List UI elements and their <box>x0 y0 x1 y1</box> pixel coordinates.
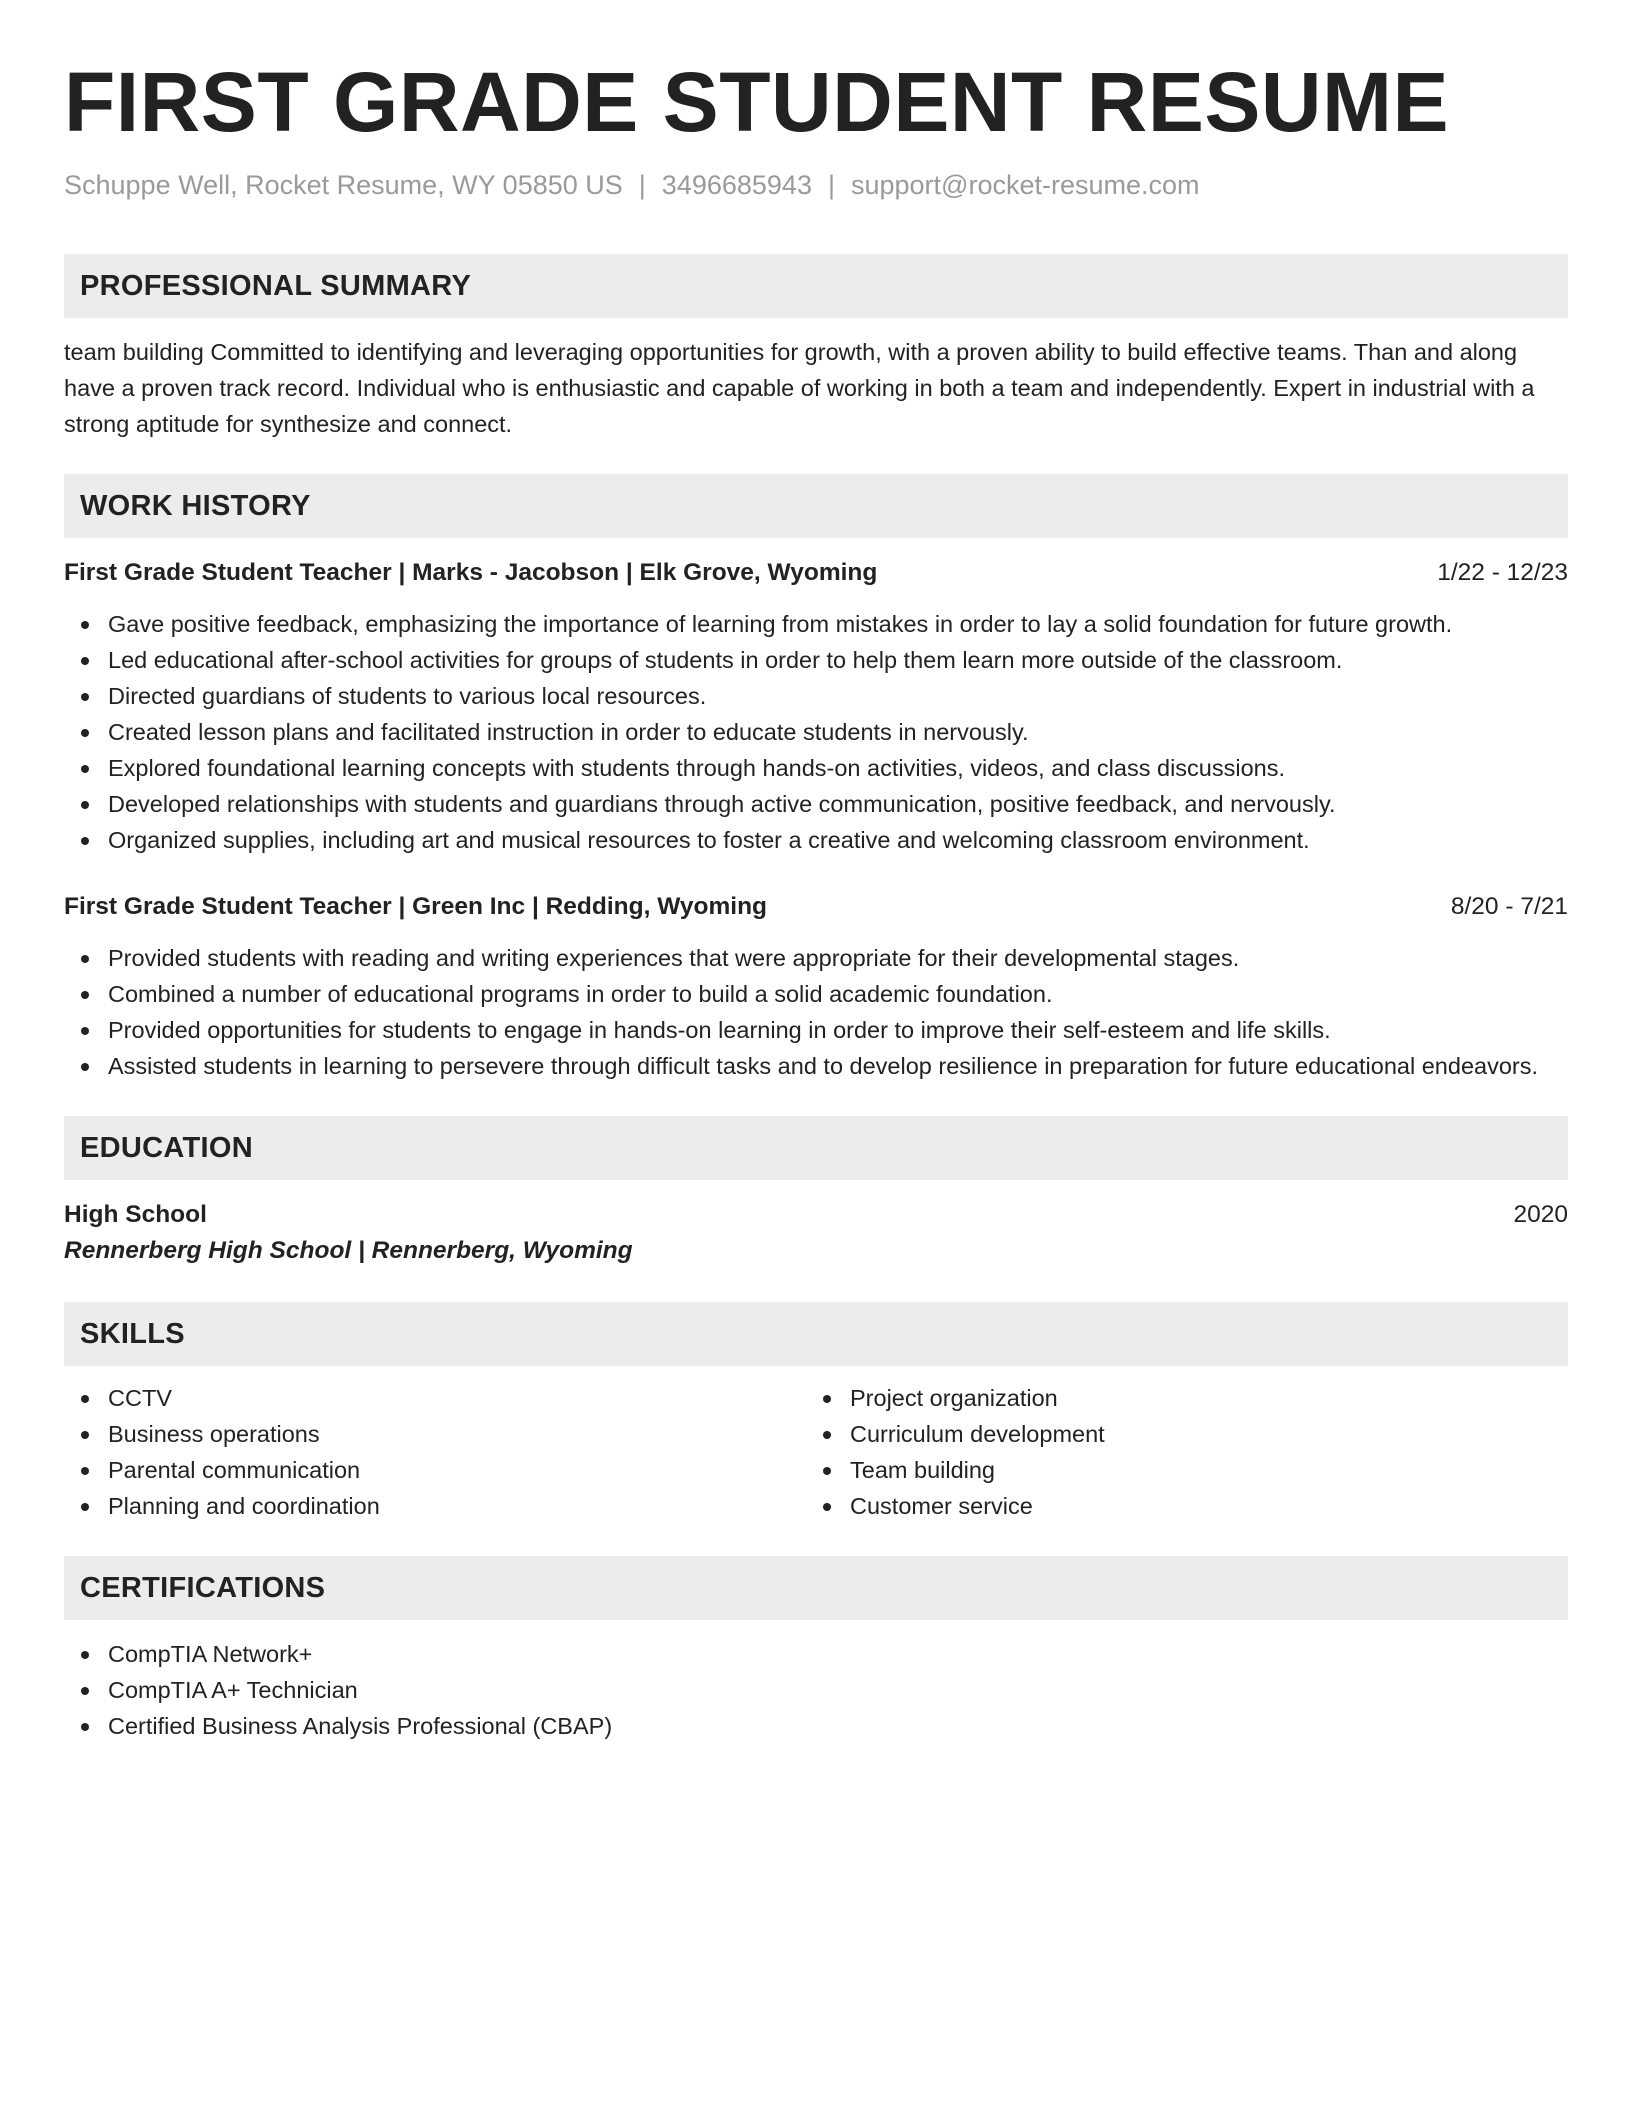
job-bullet: Combined a number of educational programs in order to build a solid academic foundation. <box>64 976 1568 1012</box>
skills-column-left <box>64 1380 806 1524</box>
job-header <box>64 890 1568 924</box>
job-bullet: Explored foundational learning concepts with students through hands-on activities, videos, and class discussions. <box>64 750 1568 786</box>
contact-separator: | <box>827 170 835 200</box>
job-bullet: Developed relationships with students and guardians through active communication, positive feedback, and nervously. <box>64 786 1568 822</box>
contact-address: Schuppe Well, Rocket Resume, WY 05850 US <box>64 170 623 200</box>
job-bullet: Provided students with reading and writing experiences that were appropriate for their developmental stages. <box>64 940 1568 976</box>
skill-item: Team building <box>806 1452 1548 1488</box>
skill-item: CCTV <box>64 1380 806 1416</box>
education-school: Rennerberg High School | Rennerberg, Wyoming <box>64 1237 633 1264</box>
skills-list <box>64 1380 806 1524</box>
job-dates: 1/22 - 12/23 <box>1437 559 1568 586</box>
section-header-summary: PROFESSIONAL SUMMARY <box>64 254 1568 318</box>
skill-item: Project organization <box>806 1380 1548 1416</box>
education-degree: High School <box>64 1201 207 1228</box>
job-entry <box>64 556 1568 858</box>
job-bullet: Assisted students in learning to persevere through difficult tasks and to develop resilience in preparation for future educational endeavors. <box>64 1048 1568 1084</box>
education-year: 2020 <box>1513 1201 1568 1228</box>
job-bullet: Organized supplies, including art and musical resources to foster a creative and welcoming classroom environment. <box>64 822 1568 858</box>
job-bullet: Gave positive feedback, emphasizing the importance of learning from mistakes in order to lay a solid foundation for future growth. <box>64 606 1568 642</box>
certification-item: CompTIA Network+ <box>64 1636 1568 1672</box>
skill-item: Curriculum development <box>806 1416 1548 1452</box>
section-header-certifications: CERTIFICATIONS <box>64 1556 1568 1620</box>
contact-phone: 3496685943 <box>661 170 812 200</box>
job-bullet: Directed guardians of students to various local resources. <box>64 678 1568 714</box>
skill-item: Parental communication <box>64 1452 806 1488</box>
section-header-education: EDUCATION <box>64 1116 1568 1180</box>
section-header-work-history: WORK HISTORY <box>64 474 1568 538</box>
job-title: First Grade Student Teacher | Marks - Jacobson | Elk Grove, Wyoming <box>64 559 878 586</box>
contact-separator: | <box>638 170 646 200</box>
skill-item: Business operations <box>64 1416 806 1452</box>
job-title: First Grade Student Teacher | Green Inc | Redding, Wyoming <box>64 893 767 920</box>
certification-item: CompTIA A+ Technician <box>64 1672 1568 1708</box>
skills-column-right <box>806 1380 1548 1524</box>
skill-item: Planning and coordination <box>64 1488 806 1524</box>
job-entry <box>64 890 1568 1084</box>
job-bullet: Provided opportunities for students to engage in hands-on learning in order to improve their self-esteem and life skills. <box>64 1012 1568 1048</box>
certifications-list <box>64 1636 1568 1744</box>
education-header <box>64 1198 1568 1232</box>
skills-list <box>806 1380 1548 1524</box>
contact-email: support@rocket-resume.com <box>850 170 1200 200</box>
contact-line <box>64 168 1568 202</box>
job-bullet: Created lesson plans and facilitated instruction in order to educate students in nervously. <box>64 714 1568 750</box>
job-dates: 8/20 - 7/21 <box>1450 893 1568 920</box>
skill-item: Customer service <box>806 1488 1548 1524</box>
skills-grid <box>64 1380 1568 1524</box>
summary-text: team building Committed to identifying and leveraging opportunities for growth, with a proven ability to build effective teams. Than and along have a proven track record. Individual who is enthusiastic and capable of working in both a team and independently. Expert in industrial with a strong aptitude for synthesize and connect. <box>64 339 1535 437</box>
resume-title: FIRST GRADE STUDENT RESUME <box>64 55 1450 149</box>
section-header-skills: SKILLS <box>64 1302 1568 1366</box>
job-bullet: Led educational after-school activities for groups of students in order to help them learn more outside of the classroom. <box>64 642 1568 678</box>
job-bullets <box>64 606 1568 858</box>
certification-item: Certified Business Analysis Professional (CBAP) <box>64 1708 1568 1744</box>
job-bullets <box>64 940 1568 1084</box>
job-header <box>64 556 1568 590</box>
resume-page <box>64 52 1568 1744</box>
